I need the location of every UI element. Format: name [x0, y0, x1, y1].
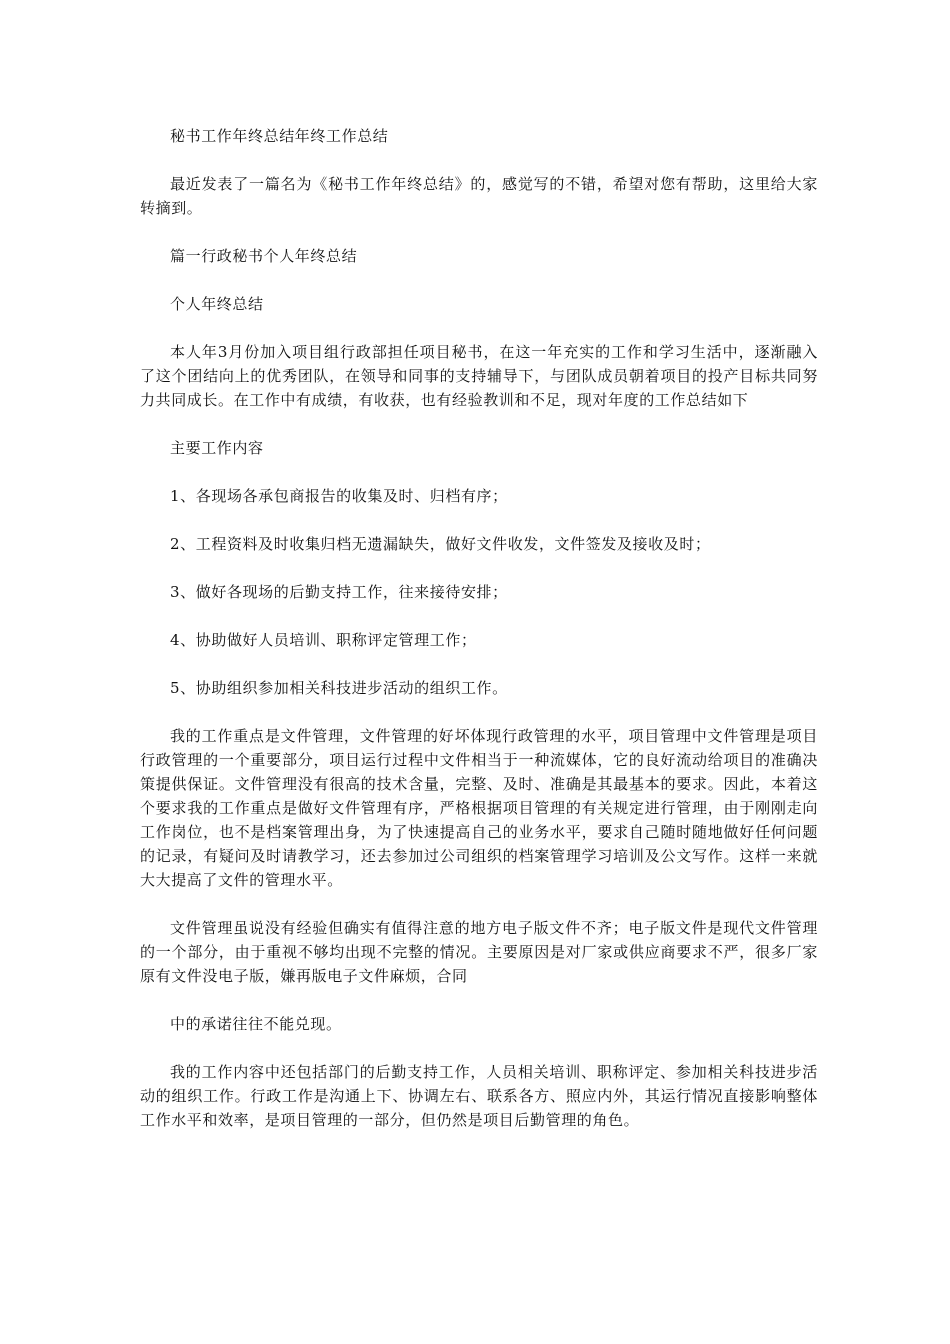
body-paragraph: 文件管理虽说没有经验但确实有值得注意的地方电子版文件不齐；电子版文件是现代文件管理的一个部分，由于重视不够均出现不完整的情况。主要原因是对厂家或供应商要求不严，很多厂家原有文件没电子版，嫌再版电子文件麻烦，合同 — [140, 919, 818, 985]
section-heading: 主要工作内容 — [170, 439, 264, 457]
list-item: 3、做好各现场的后勤支持工作，往来接待安排； — [170, 583, 508, 601]
body-paragraph: 我的工作重点是文件管理，文件管理的好坏体现行政管理的水平，项目管理中文件管理是项目行政管理的一个重要部分，项目运行过程中文件相当于一种流媒体，它的良好流动给项目的准确决策提供保证。文件管理没有很高的技术含量，完整、及时、准确是其最基本的要求。因此，本着这个要求我的工作重点是做好文件管理有序，严格根据项目管理的有关规定进行管理，由于刚刚走向工作岗位，也不是档案管理出身，为了快速提高自己的业务水平，要求自己随时随地做好任何问题的记录，有疑问及时请教学习，还去参加过公司组织的档案管理学习培训及公文写作。这样一来就大大提高了文件的管理水平。 — [140, 727, 818, 889]
list-item: 5、协助组织参加相关科技进步活动的组织工作。 — [170, 679, 508, 697]
body-paragraph: 我的工作内容中还包括部门的后勤支持工作，人员相关培训、职称评定、参加相关科技进步活动的组织工作。行政工作是沟通上下、协调左右、联系各方、照应内外，其运行情况直接影响整体工作水平和效率，是项目管理的一部分，但仍然是项目后勤管理的角色。 — [140, 1063, 818, 1129]
document-page — [140, 124, 818, 1156]
section-heading: 篇一行政秘书个人年终总结 — [170, 247, 358, 265]
body-paragraph: 本人年3月份加入项目组行政部担任项目秘书，在这一年充实的工作和学习生活中，逐渐融入了这个团结向上的优秀团队，在领导和同事的支持辅导下，与团队成员朝着项目的投产目标共同努力共同成长。在工作中有成绩，有收获，也有经验教训和不足，现对年度的工作总结如下 — [140, 343, 818, 409]
document-title: 秘书工作年终总结年终工作总结 — [170, 127, 389, 145]
list-item: 4、协助做好人员培训、职称评定管理工作； — [170, 631, 477, 649]
list-item: 1、各现场各承包商报告的收集及时、归档有序； — [170, 487, 508, 505]
list-item: 2、工程资料及时收集归档无遗漏缺失，做好文件收发，文件签发及接收及时； — [170, 535, 711, 553]
subsection-heading: 个人年终总结 — [170, 295, 264, 313]
intro-paragraph: 最近发表了一篇名为《秘书工作年终总结》的，感觉写的不错，希望对您有帮助，这里给大家转摘到。 — [140, 175, 818, 217]
body-paragraph: 中的承诺往往不能兑现。 — [170, 1015, 342, 1033]
